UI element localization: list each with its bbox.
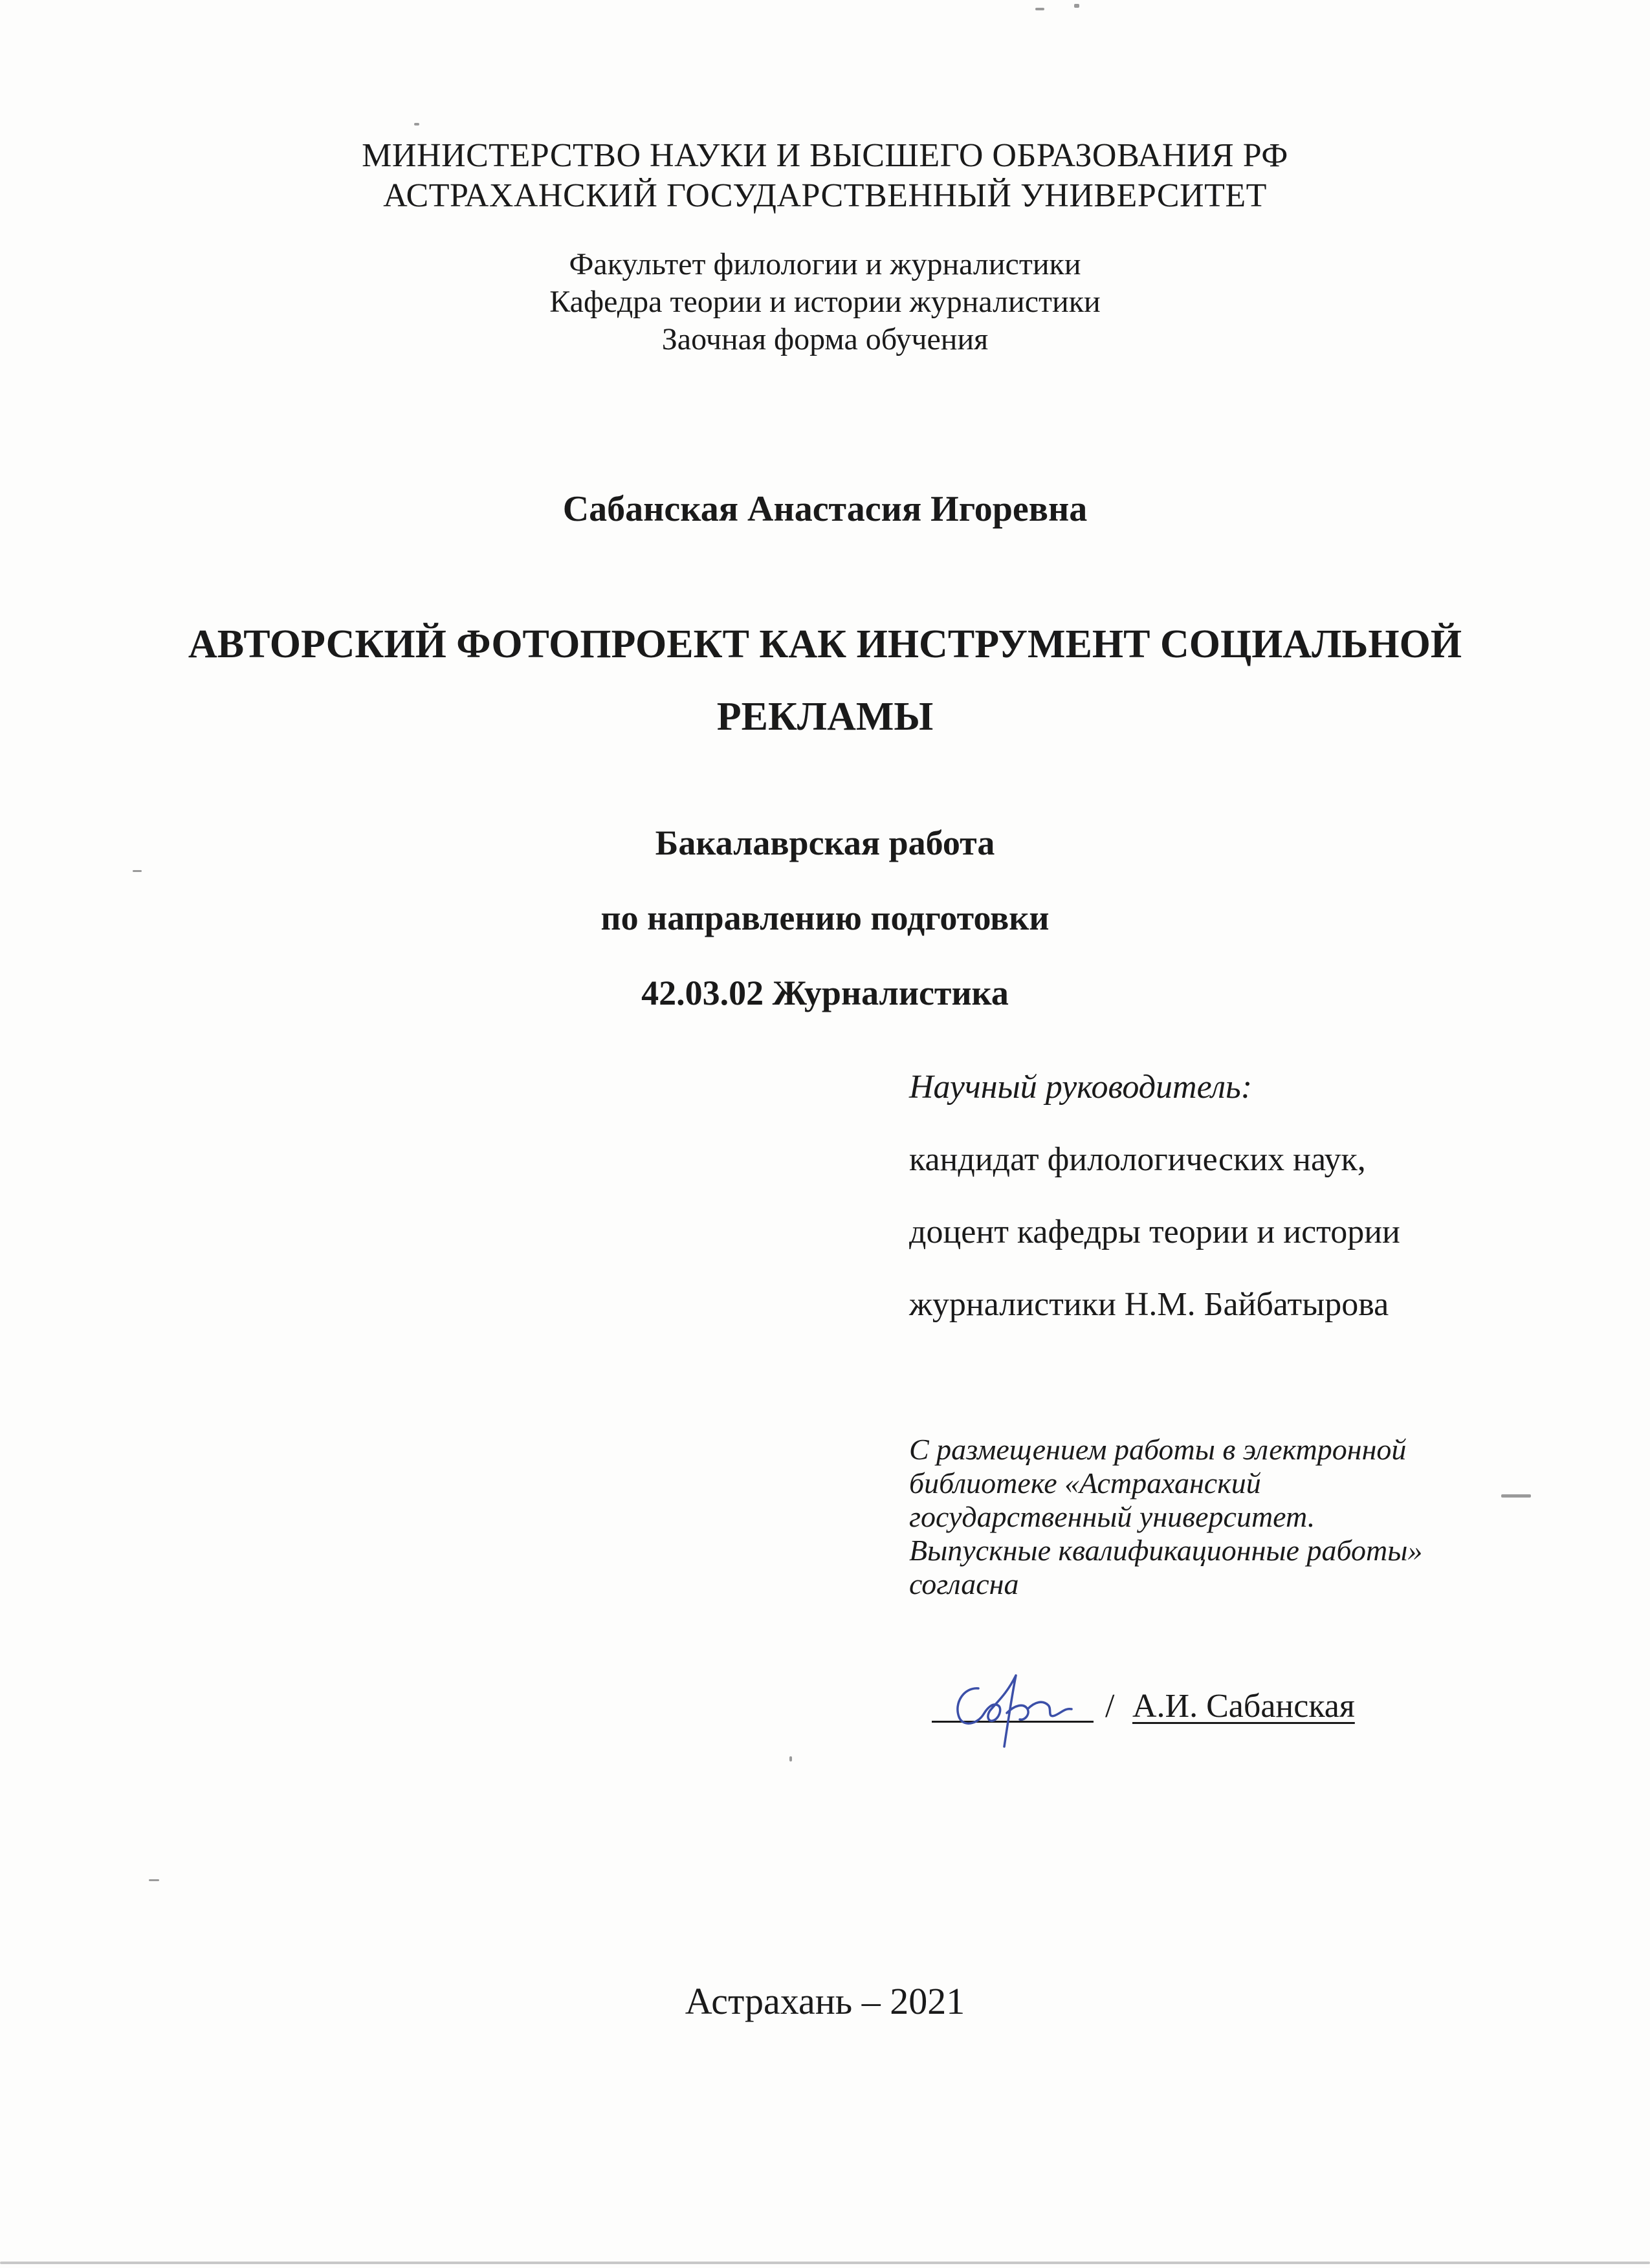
department-name: Кафедра теории и истории журналистики	[549, 285, 1101, 319]
consent-block	[909, 1433, 1491, 1601]
thesis-title	[0, 608, 1650, 753]
consent-line-4: Выпускные квалификационные работы»	[909, 1534, 1423, 1567]
scan-speck	[789, 1756, 792, 1761]
consent-line-2: библиотеке «Астраханский	[909, 1467, 1261, 1499]
faculty-name: Факультет филологии и журналистики	[569, 247, 1081, 281]
author-name: Сабанская Анастасия Игоревна	[562, 489, 1088, 529]
work-direction-label: по направлению подготовки	[600, 899, 1050, 937]
scan-speck	[1074, 4, 1079, 8]
signature-row	[932, 1663, 1514, 1740]
work-type-block	[0, 805, 1650, 1030]
scan-speck	[133, 870, 142, 872]
work-direction-code: 42.03.02 Журналистика	[641, 974, 1009, 1012]
thesis-title-line-1: АВТОРСКИЙ ФОТОПРОЕКТ КАК ИНСТРУМЕНТ СОЦИАЛЬНОЙ	[188, 622, 1462, 666]
university-name: АСТРАХАНСКИЙ ГОСУДАРСТВЕННЫЙ УНИВЕРСИТЕТ	[383, 177, 1267, 214]
faculty-block	[0, 246, 1650, 358]
scan-speck	[0, 2262, 1650, 2264]
supervisor-degree: кандидат филологических наук,	[909, 1141, 1366, 1178]
signer-name: А.И. Сабанская	[1132, 1688, 1355, 1725]
city-year: Астрахань – 2021	[685, 1980, 965, 2022]
scan-speck	[1035, 8, 1044, 10]
supervisor-name: журналистики Н.М. Байбатырова	[909, 1286, 1389, 1323]
supervisor-block	[909, 1051, 1491, 1341]
ministry-name: МИНИСТЕРСТВО НАУКИ И ВЫСШЕГО ОБРАЗОВАНИЯ РФ	[362, 137, 1288, 174]
scan-speck	[414, 123, 419, 125]
signature-separator: /	[1105, 1688, 1115, 1725]
supervisor-label: Научный руководитель:	[909, 1069, 1253, 1106]
header-block	[0, 136, 1650, 216]
consent-line-5: согласна	[909, 1567, 1019, 1600]
scan-speck	[1501, 1494, 1531, 1498]
handwritten-signature	[945, 1663, 1100, 1753]
work-type: Бакалаврская работа	[655, 823, 995, 862]
supervisor-position: доцент кафедры теории и истории	[909, 1214, 1400, 1250]
consent-line-1: С размещением работы в электронной	[909, 1433, 1407, 1466]
thesis-title-line-2: РЕКЛАМЫ	[716, 695, 934, 739]
consent-line-3: государственный университет.	[909, 1500, 1315, 1533]
study-form: Заочная форма обучения	[661, 322, 989, 356]
scan-speck	[149, 1879, 159, 1881]
